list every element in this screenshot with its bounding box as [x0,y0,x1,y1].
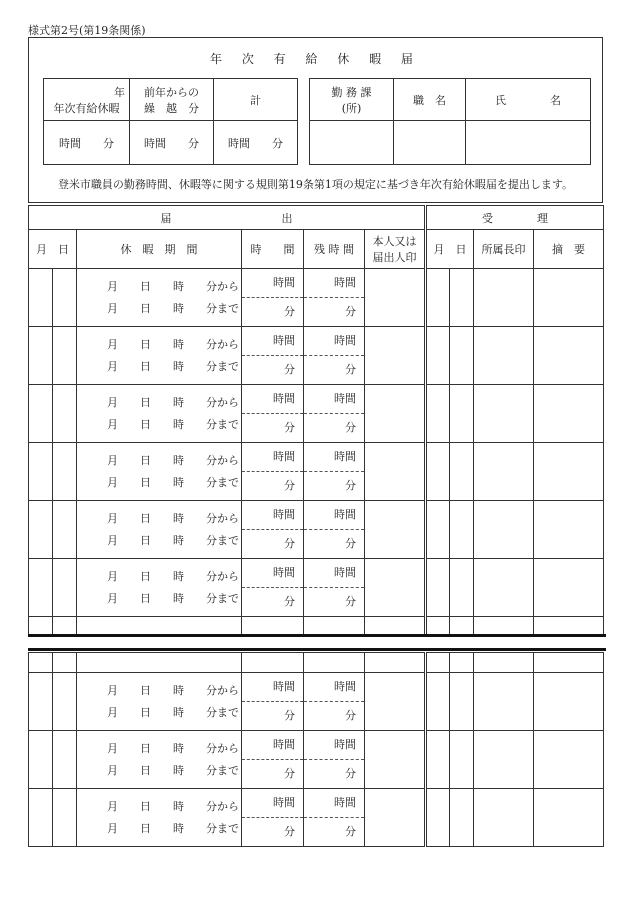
hours-minute-unit: 分 [284,767,295,780]
remaining-minute-unit: 分 [345,363,356,376]
record-receipt-month[interactable] [426,501,450,559]
hours-hour-unit: 時間 [242,501,303,530]
record-row [29,327,604,385]
period-from: 月 日 時 分から [107,511,239,525]
record-day[interactable] [53,673,77,731]
record-supervisor-seal[interactable] [474,789,534,847]
record-day[interactable] [53,269,77,327]
statement-text: 登米市職員の勤務時間、休暇等に関する規則第19条第1項の規定に基づき年次有給休暇届を提出します。 [57,178,574,191]
hours-hour-unit: 時間 [242,559,303,588]
annual-leave-header: 年 年次有給休暇 [44,79,130,121]
hours-hour-unit: 時間 [242,327,303,356]
record-leave-period[interactable] [77,385,242,443]
record-remarks[interactable] [534,385,604,443]
col-month-day: 月 日 [29,230,77,269]
record-receipt-month[interactable] [426,443,450,501]
record-hours[interactable] [242,731,304,789]
record-applicant-seal[interactable] [365,559,426,617]
record-remaining-hours[interactable] [304,327,365,385]
record-applicant-seal[interactable] [365,789,426,847]
hours-hour-unit: 時間 [242,269,303,298]
total-header: 計 [214,79,298,121]
remaining-hour-unit: 時間 [304,559,364,588]
hours-hour-unit: 時間 [242,385,303,414]
remaining-minute-unit: 分 [345,767,356,780]
remaining-minute-unit: 分 [345,305,356,318]
record-receipt-month[interactable] [426,327,450,385]
record-month[interactable] [29,501,53,559]
remaining-hour-unit: 時間 [304,443,364,472]
hours-hour-unit: 時間 [242,789,303,818]
record-day[interactable] [53,789,77,847]
record-leave-period[interactable] [77,443,242,501]
period-to: 月 日 時 分まで [107,705,239,719]
record-month[interactable] [29,731,53,789]
record-leave-period[interactable] [77,501,242,559]
record-leave-period[interactable] [77,789,242,847]
record-hours[interactable] [242,269,304,327]
record-applicant-seal[interactable] [365,443,426,501]
record-remaining-hours[interactable] [304,731,365,789]
record-supervisor-seal[interactable] [474,501,534,559]
record-supervisor-seal[interactable] [474,269,534,327]
col-hours: 時 間 [242,230,304,269]
period-to: 月 日 時 分まで [107,591,239,605]
record-remaining-hours[interactable] [304,269,365,327]
record-remarks[interactable] [534,443,604,501]
hours-hour-unit: 時間 [242,731,303,760]
record-receipt-day[interactable] [450,559,474,617]
record-receipt-day[interactable] [450,501,474,559]
record-remaining-hours[interactable] [304,385,365,443]
remaining-hour-unit: 時間 [304,731,364,760]
col-applicant-seal: 本人又は 届出人印 [365,230,426,269]
remaining-hour-unit: 時間 [304,269,364,298]
period-to: 月 日 時 分まで [107,821,239,835]
remaining-minute-unit: 分 [345,825,356,838]
record-remarks[interactable] [534,327,604,385]
record-receipt-day[interactable] [450,269,474,327]
period-from: 月 日 時 分から [107,741,239,755]
record-row [29,269,604,327]
receipt-section-header: 受 理 [426,206,604,230]
annual-leave-time[interactable]: 時間 分 [44,121,130,165]
record-applicant-seal[interactable] [365,269,426,327]
record-remarks[interactable] [534,501,604,559]
period-to: 月 日 時 分まで [107,533,239,547]
record-day[interactable] [53,385,77,443]
department-header: 勤 務 課 (所) [310,79,394,121]
hours-hour-unit: 時間 [242,443,303,472]
record-row [29,789,604,847]
period-to: 月 日 時 分まで [107,475,239,489]
record-row [29,731,604,789]
hours-minute-unit: 分 [284,537,295,550]
record-supervisor-seal[interactable] [474,385,534,443]
record-receipt-month[interactable] [426,269,450,327]
remaining-hour-unit: 時間 [304,385,364,414]
hours-minute-unit: 分 [284,709,295,722]
submission-section-header: 届 出 [29,206,426,230]
leave-records-table-bottom [28,652,604,847]
name-field[interactable] [466,121,591,165]
period-from: 月 日 時 分から [107,279,239,293]
record-receipt-day[interactable] [450,327,474,385]
record-receipt-day[interactable] [450,443,474,501]
leave-records-table-top [28,205,604,637]
record-supervisor-seal[interactable] [474,443,534,501]
hours-minute-unit: 分 [284,421,295,434]
form-header-frame [28,37,603,203]
remaining-hour-unit: 時間 [304,327,364,356]
record-supervisor-seal[interactable] [474,731,534,789]
record-remarks[interactable] [534,673,604,731]
record-month[interactable] [29,559,53,617]
hours-hour-unit: 時間 [242,673,303,702]
record-receipt-day[interactable] [450,673,474,731]
name-header: 氏 名 [466,79,591,121]
record-applicant-seal[interactable] [365,501,426,559]
record-remaining-hours[interactable] [304,443,365,501]
table-separator-line-1 [28,634,606,637]
record-day[interactable] [53,501,77,559]
record-day[interactable] [53,731,77,789]
hours-minute-unit: 分 [284,305,295,318]
hours-minute-unit: 分 [284,825,295,838]
period-from: 月 日 時 分から [107,395,239,409]
record-hours[interactable] [242,443,304,501]
record-receipt-day[interactable] [450,731,474,789]
record-row [29,443,604,501]
record-receipt-day[interactable] [450,385,474,443]
record-supervisor-seal[interactable] [474,673,534,731]
record-leave-period[interactable] [77,559,242,617]
record-day[interactable] [53,559,77,617]
col-receipt-month-day: 月 日 [426,230,474,269]
col-leave-period: 休 暇 期 間 [77,230,242,269]
carryover-header: 前年からの 繰 越 分 [130,79,214,121]
record-receipt-month[interactable] [426,789,450,847]
remaining-minute-unit: 分 [345,479,356,492]
table-separator-line-2 [28,648,606,651]
record-applicant-seal[interactable] [365,731,426,789]
record-applicant-seal[interactable] [365,385,426,443]
remaining-minute-unit: 分 [345,709,356,722]
record-leave-period[interactable] [77,269,242,327]
department-field[interactable] [310,121,394,165]
record-remarks[interactable] [534,731,604,789]
leave-summary-table [43,78,298,165]
period-to: 月 日 時 分まで [107,359,239,373]
record-row [29,673,604,731]
record-applicant-seal[interactable] [365,327,426,385]
record-month[interactable] [29,327,53,385]
hours-minute-unit: 分 [284,363,295,376]
period-to: 月 日 時 分まで [107,763,239,777]
remaining-minute-unit: 分 [345,421,356,434]
period-from: 月 日 時 分から [107,569,239,583]
record-applicant-seal[interactable] [365,673,426,731]
remaining-hour-unit: 時間 [304,673,364,702]
col-remarks: 摘 要 [534,230,604,269]
record-month[interactable] [29,673,53,731]
position-header: 職 名 [394,79,466,121]
record-receipt-month[interactable] [426,731,450,789]
period-from: 月 日 時 分から [107,337,239,351]
record-remaining-hours[interactable] [304,501,365,559]
period-from: 月 日 時 分から [107,683,239,697]
record-remarks[interactable] [534,789,604,847]
record-leave-period[interactable] [77,731,242,789]
record-row [29,501,604,559]
remaining-hour-unit: 時間 [304,501,364,530]
record-hours[interactable] [242,559,304,617]
hours-minute-unit: 分 [284,595,295,608]
record-row [29,385,604,443]
record-hours[interactable] [242,501,304,559]
form-number-label: 様式第2号(第19条関係) [28,24,146,37]
record-row [29,559,604,617]
period-to: 月 日 時 分まで [107,301,239,315]
record-remarks[interactable] [534,559,604,617]
record-rows-top [29,269,604,617]
period-from: 月 日 時 分から [107,453,239,467]
position-field[interactable] [394,121,466,165]
carryover-time[interactable]: 時間 分 [130,121,214,165]
col-remaining-hours: 残 時 間 [304,230,365,269]
record-remaining-hours[interactable] [304,673,365,731]
record-receipt-day[interactable] [450,789,474,847]
employee-info-table [309,78,591,165]
record-supervisor-seal[interactable] [474,559,534,617]
remaining-hour-unit: 時間 [304,789,364,818]
period-to: 月 日 時 分まで [107,417,239,431]
remaining-minute-unit: 分 [345,537,356,550]
record-rows-bottom [29,673,604,847]
record-leave-period[interactable] [77,327,242,385]
record-hours[interactable] [242,385,304,443]
record-receipt-month[interactable] [426,559,450,617]
record-day[interactable] [53,443,77,501]
record-month[interactable] [29,443,53,501]
form-title: 年 次 有 給 休 暇 届 [210,52,421,66]
hours-minute-unit: 分 [284,479,295,492]
remaining-minute-unit: 分 [345,595,356,608]
record-month[interactable] [29,269,53,327]
record-remaining-hours[interactable] [304,789,365,847]
record-leave-period[interactable] [77,673,242,731]
record-day[interactable] [53,327,77,385]
record-month[interactable] [29,385,53,443]
total-time[interactable]: 時間 分 [214,121,298,165]
record-remarks[interactable] [534,269,604,327]
record-hours[interactable] [242,673,304,731]
record-receipt-month[interactable] [426,385,450,443]
record-hours[interactable] [242,789,304,847]
col-supervisor-seal: 所属長印 [474,230,534,269]
record-remaining-hours[interactable] [304,559,365,617]
record-supervisor-seal[interactable] [474,327,534,385]
record-receipt-month[interactable] [426,673,450,731]
record-hours[interactable] [242,327,304,385]
record-month[interactable] [29,789,53,847]
period-from: 月 日 時 分から [107,799,239,813]
